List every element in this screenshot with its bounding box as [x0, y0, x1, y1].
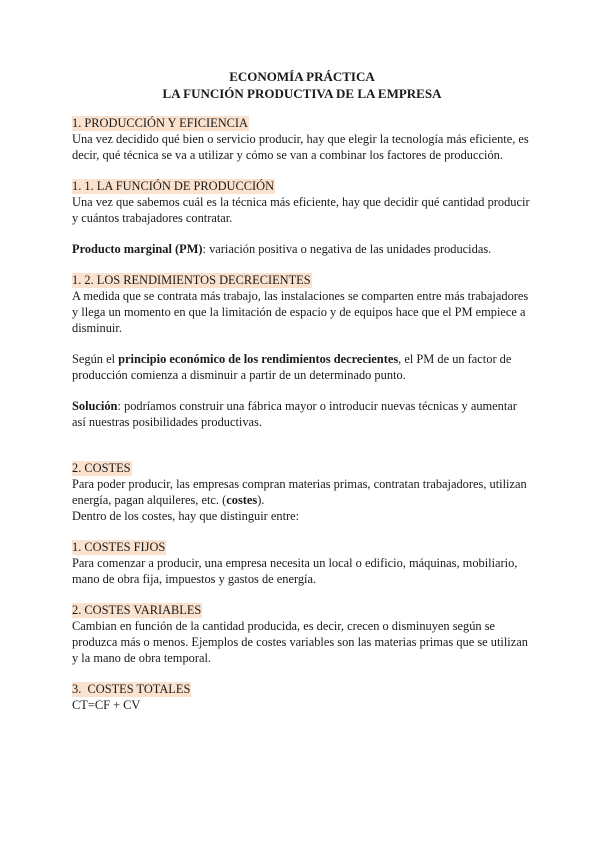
heading-rendimientos-decrecientes: 1. 2. LOS RENDIMIENTOS DECRECIENTES — [72, 273, 311, 287]
paragraph-producto-marginal — [72, 241, 532, 257]
paragraph-principio — [72, 351, 532, 383]
formula-costes-totales: CT=CF + CV — [72, 698, 141, 712]
heading-costes-variables: 2. COSTES VARIABLES — [72, 603, 202, 617]
term-costes: costes — [226, 493, 258, 507]
paragraph-rendimientos-decrecientes: A medida que se contrata más trabajo, las instalaciones se comparten entre más trabajadores y llega un momento en que la limitación de espacio y de equipos hace que el PM empiece a disminuir. — [72, 289, 529, 335]
paragraph-costes-fijos: Para comenzar a producir, una empresa necesita un local o edificio, máquinas, mobiliario, mano de obra fija, impuestos y gastos de energía. — [72, 556, 518, 586]
term-solucion: Solución — [72, 399, 118, 413]
principle-pre: Según el — [72, 352, 119, 366]
document-title: ECONOMÍA PRÁCTICA — [229, 69, 375, 84]
definition-producto-marginal: : variación positiva o negativa de las unidades producidas. — [202, 242, 492, 256]
heading-costes: 2. COSTES — [72, 461, 131, 475]
document-subtitle: LA FUNCIÓN PRODUCTIVA DE LA EMPRESA — [162, 86, 442, 101]
heading-costes-totales: 3. COSTES TOTALES — [72, 682, 191, 696]
paragraph-funcion-produccion: Una vez que sabemos cuál es la técnica más eficiente, hay que decidir qué cantidad producir y cuántos trabajadores contratar. — [72, 195, 530, 225]
paragraph-produccion-eficiencia: Una vez decidido qué bien o servicio producir, hay que elegir la tecnología más eficiente, es decir, qué técnica se va a utilizar y cómo se van a combinar los factores de producción. — [72, 132, 529, 162]
paragraph-costes-variables: Cambian en función de la cantidad producida, es decir, crecen o disminuyen según se produzca más o menos. Ejemplos de costes variables son las materias primas que se utilizan y la mano de obra temporal. — [72, 619, 528, 665]
term-producto-marginal: Producto marginal (PM) — [72, 242, 203, 256]
costes-pre: Para poder producir, las empresas compran materias primas, contratan trabajadores, utilizan energía, pagan alquileres, etc. ( — [72, 477, 527, 507]
paragraph-solucion — [72, 398, 532, 430]
heading-costes-fijos: 1. COSTES FIJOS — [72, 540, 166, 554]
term-principio: principio económico de los rendimientos decrecientes — [118, 352, 399, 366]
costes-post: ). — [257, 493, 265, 507]
principle-post: , el PM de un factor de producción comienza a disminuir a partir de un determinado punto. — [72, 352, 512, 382]
solution-text: : podríamos construir una fábrica mayor o introducir nuevas técnicas y aumentar así nuestras posibilidades productivas. — [72, 399, 517, 429]
paragraph-costes-distinguir: Dentro de los costes, hay que distinguir entre: — [72, 509, 300, 523]
heading-funcion-produccion: 1. 1. LA FUNCIÓN DE PRODUCCIÓN — [72, 179, 275, 193]
paragraph-costes — [72, 476, 532, 508]
document-page — [72, 68, 532, 713]
heading-produccion-eficiencia: 1. PRODUCCIÓN Y EFICIENCIA — [72, 116, 248, 130]
